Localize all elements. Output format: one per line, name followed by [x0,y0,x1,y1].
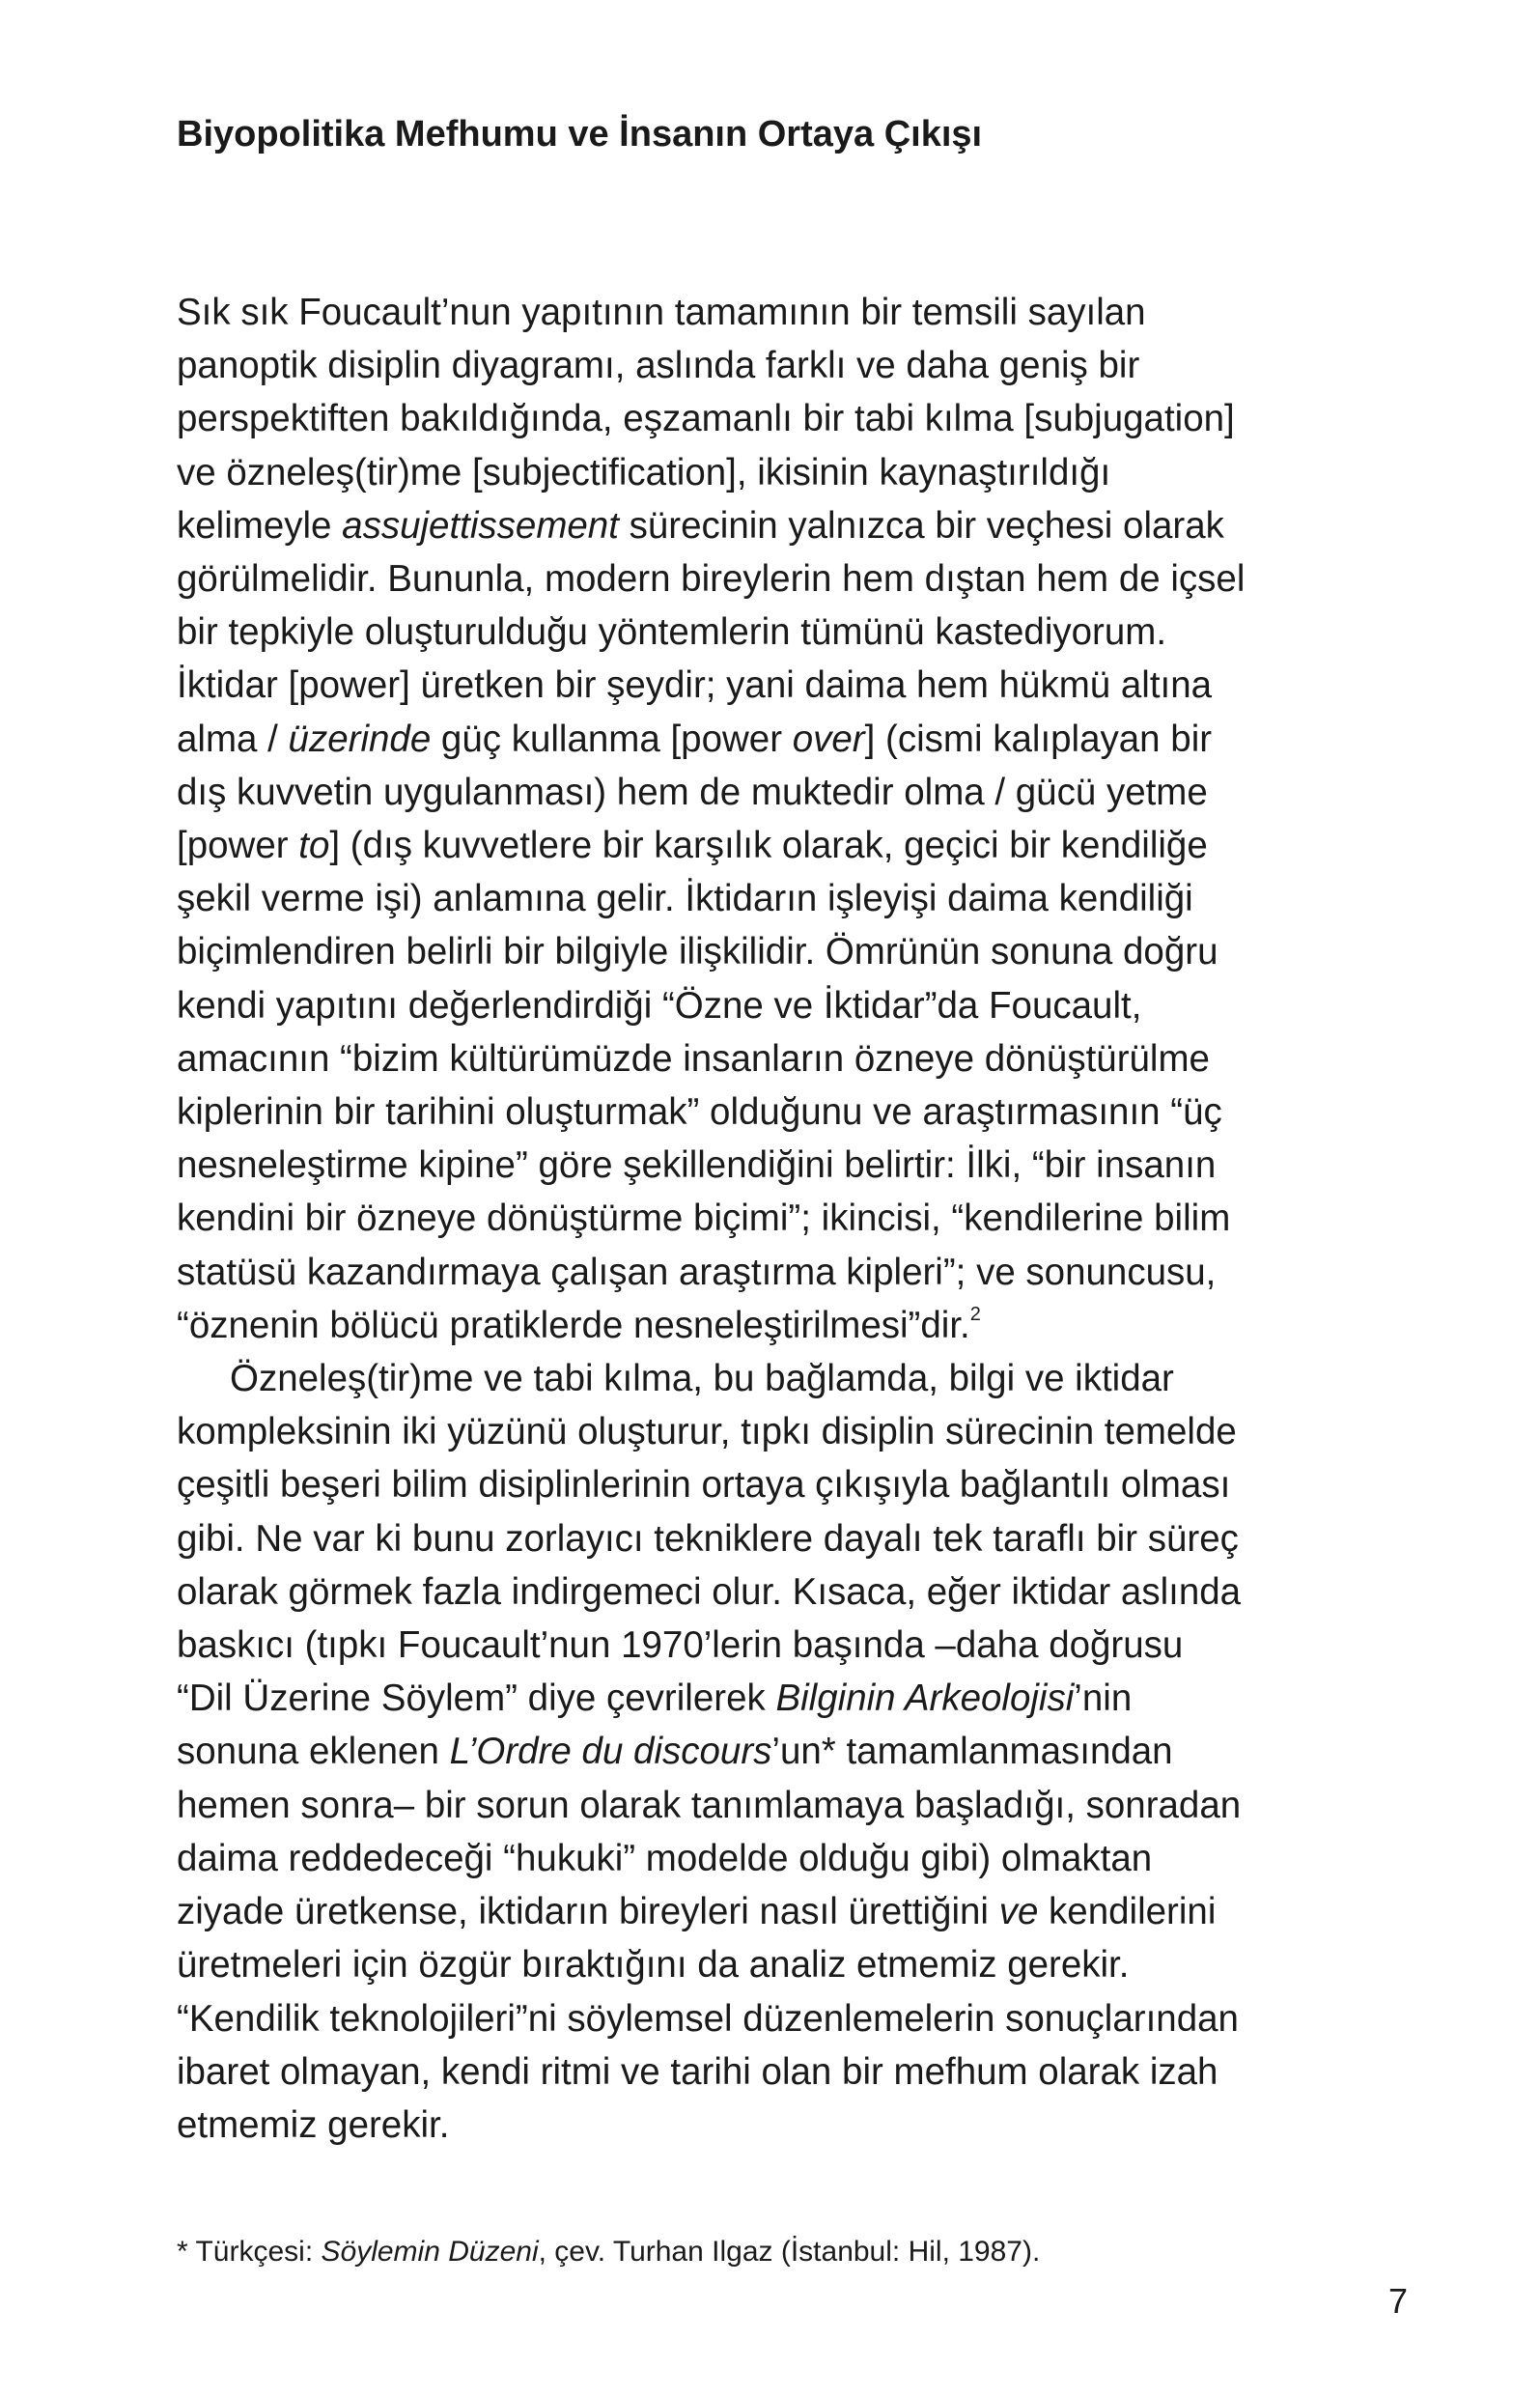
italic-term: assujettissement [342,504,619,547]
text-line: Özneleş(tir)me ve tabi kılma, bu bağlamda, bilgi ve iktidar [230,1358,1174,1400]
text-line: üretmeleri için özgür bıraktığını da analiz etmemiz gerekir. [177,1944,1130,1987]
text-line: kendini bir özneye dönüştürme biçimi”; ikincisi, “kendilerine bilim [177,1198,1231,1240]
italic-term: ve [998,1891,1039,1933]
paragraph-1 [177,286,1366,1352]
body-text [177,286,1366,2152]
italic-title: Bilginin Arkeolojisi [775,1677,1075,1720]
text-line: bir tepkiyle oluşturulduğu yöntemlerin tümünü kastediyorum. [177,611,1167,654]
text-line: kendi yapıtını değerlendirdiği “Özne ve İktidar”da Foucault, [177,984,1142,1027]
text-line: etmemiz gerekir. [177,2103,450,2146]
text-line: baskıcı (tıpkı Foucault’nun 1970’lerin başında –daha doğrusu [177,1624,1184,1667]
text-line: olarak görmek fazla indirgemeci olur. Kısaca, eğer iktidar aslında [177,1570,1242,1613]
text-line: statüsü kazandırmaya çalışan araştırma kipleri”; ve sonuncusu, [177,1251,1217,1293]
italic-term: üzerinde [288,718,432,760]
text-line: “Dil Üzerine Söylem” diye çevrilerek Bilginin Arkeolojisi’nin [177,1677,1133,1720]
text-line: biçimlendiren belirli bir bilgiyle ilişkilidir. Ömrünün sonuna doğru [177,931,1218,973]
text-line: dış kuvvetin uygulanması) hem de muktedir olma / gücü yetme [177,771,1208,813]
paragraph-2 [177,1352,1366,2152]
text-line: nesneleştirme kipine” göre şekillendiğini belirtir: İlki, “bir insanın [177,1144,1217,1187]
page-number: 7 [1388,2281,1409,2321]
text-line: kelimeyle assujettissement sürecinin yalnızca bir veçhesi olarak [177,504,1224,547]
text-line: perspektiften bakıldığında, eşzamanlı bir tabi kılma [subjugation] [177,398,1235,440]
text-line: görülmelidir. Bununla, modern bireylerin hem dıştan hem de içsel [177,558,1246,601]
text-line: ziyade üretkense, iktidarın bireyleri nasıl ürettiğini ve kendilerini [177,1891,1217,1933]
text-line: [power to] (dış kuvvetlere bir karşılık olarak, geçici bir kendiliğe [177,825,1208,867]
text-line: alma / üzerinde güç kullanma [power over] (cismi kalıplayan bir [177,718,1213,760]
text-line: kompleksinin iki yüzünü oluşturur, tıpkı disiplin sürecinin temelde [177,1411,1237,1453]
text-line: ibaret olmayan, kendi ritmi ve tarihi olan bir mefhum olarak izah [177,2050,1218,2093]
text-line: hemen sonra– bir sorun olarak tanımlamaya başladığı, sonradan [177,1784,1242,1826]
text-line: çeşitli beşeri bilim disiplinlerinin ortaya çıkışıyla bağlantılı olması [177,1464,1231,1507]
italic-term: to [298,825,330,867]
text-line: gibi. Ne var ki bunu zorlayıcı tekniklere dayalı tek taraflı bir süreç [177,1517,1239,1560]
footnote-reference[interactable]: 2 [969,1303,981,1325]
running-header: Biyopolitika Mefhumu ve İnsanın Ortaya Çıkışı [177,114,983,155]
footnote-book-title: Söylemin Düzeni [321,2236,539,2268]
text-line: İktidar [power] üretken bir şeydir; yani daima hem hükmü altına [177,664,1213,707]
text-line: şekil verme işi) anlamına gelir. İktidarın işleyişi daima kendiliği [177,878,1193,920]
text-line: sonuna eklenen L’Ordre du discours’un* tamamlanmasından [177,1731,1173,1773]
text-line: amacının “bizim kültürümüzde insanların özneye dönüştürülme [177,1037,1210,1080]
text-line: “Kendilik teknolojileri”ni söylemsel düzenlemelerin sonuçlarından [177,1997,1239,2040]
italic-title: L’Ordre du discours [449,1731,772,1773]
text-line: panoptik disiplin diyagramı, aslında farklı ve daha geniş bir [177,345,1140,387]
text-line: daima reddedeceği “hukuki” modelde olduğu gibi) olmaktan [177,1837,1153,1879]
text-line: “öznenin bölücü pratiklerde nesneleştirilmesi”dir.$^2$ [177,1303,981,1346]
text-line: Sık sık Foucault’nun yapıtının tamamının bir temsili sayılan [177,292,1146,333]
footnote: * Türkçesi: Söylemin Düzeni, çev. Turhan Ilgaz (İstanbul: Hil, 1987). [177,2236,1041,2268]
italic-term: over [792,718,865,760]
text-line: ve özneleş(tir)me [subjectification], ikisinin kaynaştırıldığı [177,451,1111,493]
text-line: kiplerinin bir tarihini oluşturmak” olduğunu ve araştırmasının “üç [177,1091,1222,1134]
